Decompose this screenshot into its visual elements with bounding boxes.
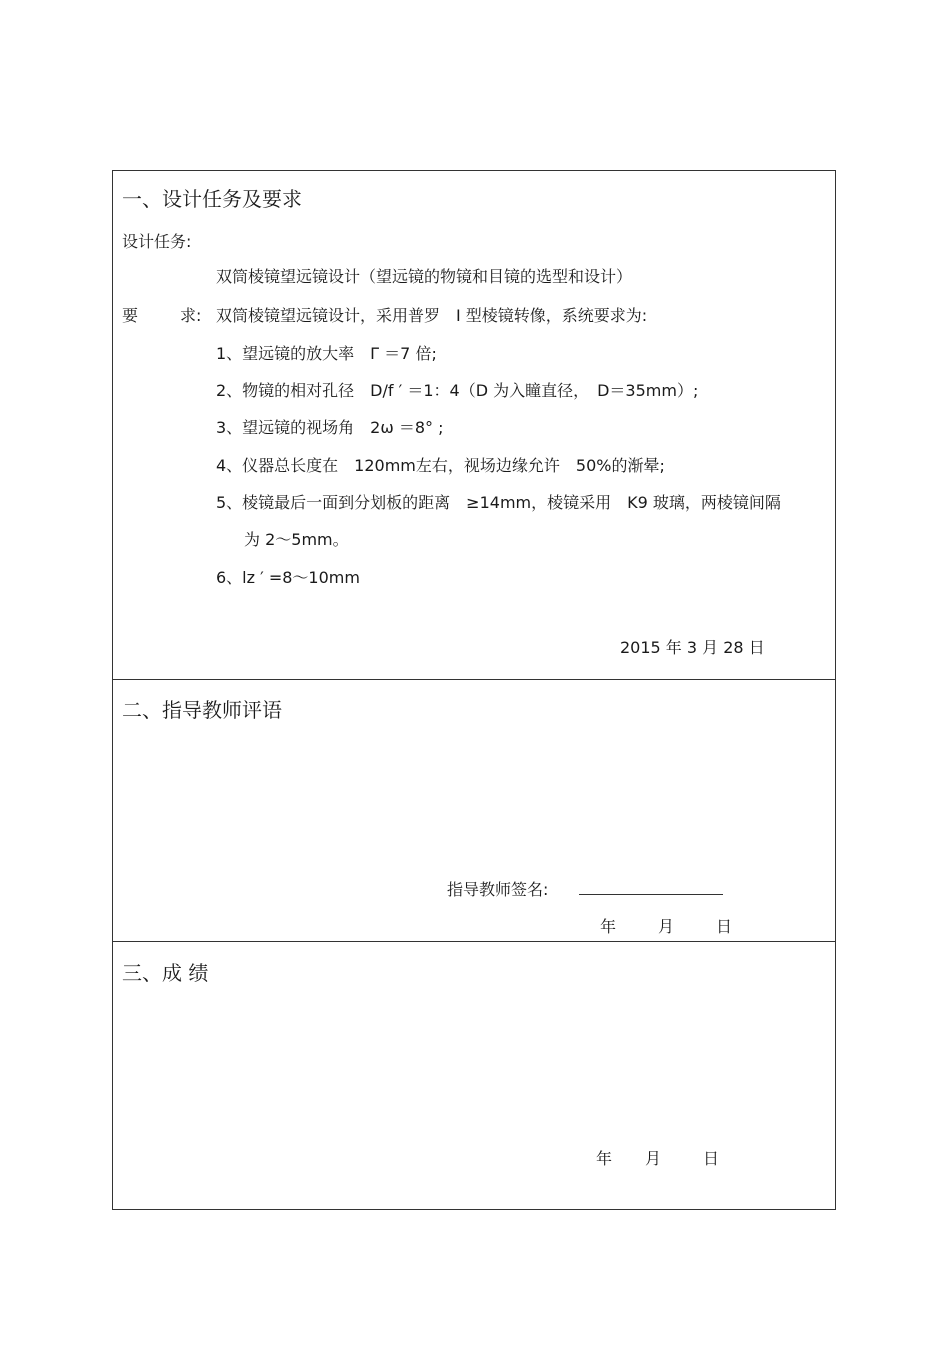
grade-date-day: 日	[703, 1149, 720, 1168]
task-date: 2015 年 3 月 28 日	[620, 638, 765, 657]
requirement-item: 4、仪器总长度在 120mm左右，视场边缘允许 50%的渐晕;	[216, 456, 665, 475]
section2-heading: 二、指导教师评语	[122, 698, 282, 722]
section-teacher-comment	[113, 680, 835, 942]
requirement-label-a: 要	[122, 306, 139, 325]
requirement-item-continued: 为 2～5mm。	[244, 530, 349, 549]
requirement-item: 2、物镜的相对孔径 D/f ′ ＝1：4（D 为入瞳直径， D＝35mm）;	[216, 381, 699, 400]
requirement-item: 5、棱镜最后一面到分划板的距离 ≥14mm，棱镜采用 K9 玻璃，两棱镜间隔	[216, 493, 781, 512]
requirement-item: 6、lz ′ =8～10mm	[216, 568, 360, 587]
requirement-text: 双筒棱镜望远镜设计，采用普罗 I 型棱镜转像，系统要求为:	[216, 306, 648, 325]
requirement-item: 1、望远镜的放大率 Γ ＝7 倍;	[216, 344, 437, 363]
section-design-task	[113, 171, 835, 680]
requirement-label-b: 求:	[180, 306, 202, 325]
comment-date-year: 年	[600, 917, 617, 936]
comment-date-day: 日	[716, 917, 733, 936]
signature-label: 指导教师签名:	[447, 880, 549, 899]
section-grade	[113, 942, 835, 1211]
task-label: 设计任务:	[122, 232, 192, 251]
assignment-form	[112, 170, 836, 1210]
section1-heading: 一、设计任务及要求	[122, 187, 302, 211]
grade-date-month: 月	[645, 1149, 662, 1168]
requirement-item: 3、望远镜的视场角 2ω ＝8° ;	[216, 418, 444, 437]
section3-heading: 三、成 绩	[122, 961, 209, 985]
signature-line	[579, 894, 723, 895]
grade-date-year: 年	[596, 1149, 613, 1168]
task-text: 双筒棱镜望远镜设计（望远镜的物镜和目镜的选型和设计）	[216, 267, 633, 286]
comment-date-month: 月	[658, 917, 675, 936]
